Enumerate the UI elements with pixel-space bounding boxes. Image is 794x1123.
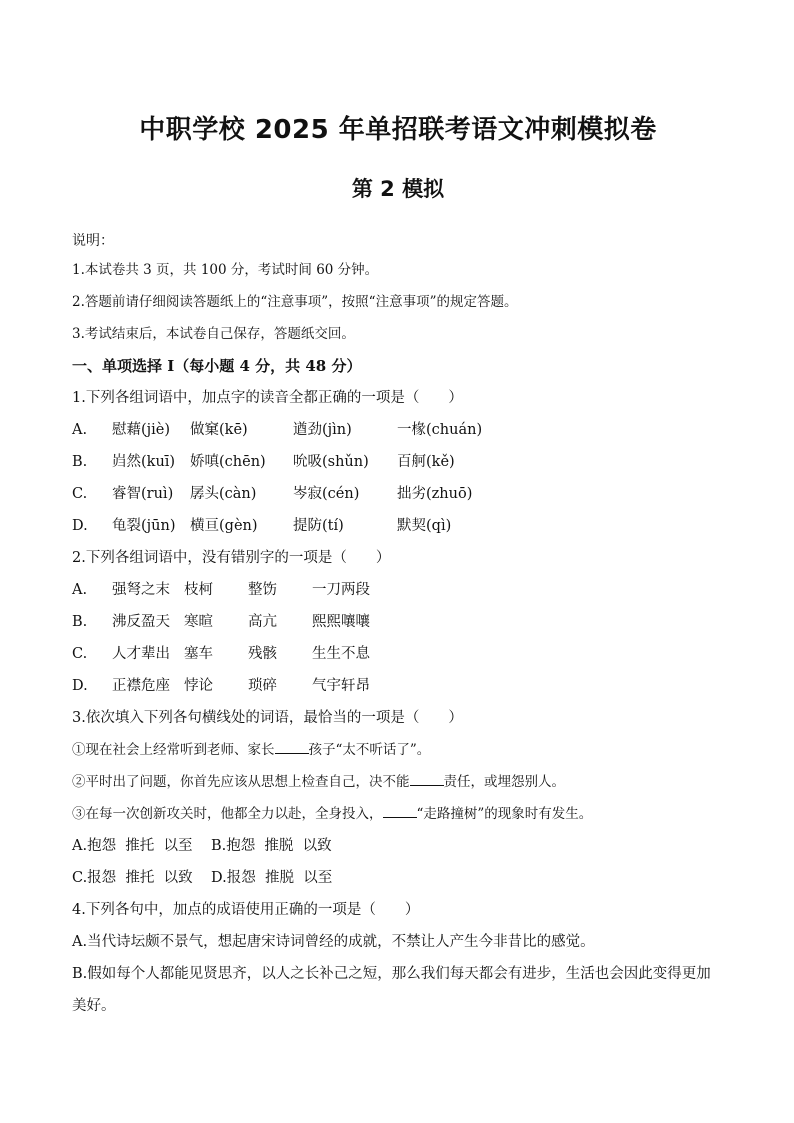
- question-1-stem: 1.下列各组词语中，加点字的读音全都正确的一项是（ ）: [72, 390, 463, 406]
- note-item: 2.答题前请仔细阅读答题纸上的“注意事项”，按照“注意事项”的规定答题。: [72, 294, 518, 310]
- sentence-text: 孩子“太不听话了”。: [308, 742, 431, 758]
- question-2-option-c: [72, 638, 724, 670]
- page-title: 中职学校 2025 年单招联考语文冲刺模拟卷: [139, 115, 657, 145]
- option-word: 岿然(kuī): [112, 454, 176, 470]
- question-1-option-d: [72, 510, 724, 542]
- question-2-option-a: [72, 574, 724, 606]
- option-word: 塞车: [184, 646, 213, 662]
- option-word: 沸反盈天: [112, 614, 170, 630]
- question-3-sentence-2: [72, 766, 724, 798]
- sentence-text: ③在每一次创新攻关时，他都全力以赴，全身投入，: [72, 806, 383, 822]
- option-word: 枝柯: [184, 582, 213, 598]
- option-word: 一刀两段: [312, 582, 370, 598]
- option-label: B.: [72, 454, 88, 470]
- option-word: 做窠(kē): [190, 422, 248, 438]
- option-label: D.: [72, 518, 88, 534]
- option-word: 娇嗔(chēn): [190, 454, 266, 470]
- question-2-option-b: [72, 606, 724, 638]
- page-subtitle: 第 2 模拟: [351, 177, 445, 201]
- option-word: 默契(qì): [397, 518, 452, 534]
- question-4-option-a: A.当代诗坛颇不景气，想起唐宋诗词曾经的成就，不禁让人产生今非昔比的感觉。: [72, 934, 595, 950]
- note-item: 3.考试结束后，本试卷自己保存，答题纸交回。: [72, 326, 355, 342]
- option-word: 百舸(kě): [397, 454, 455, 470]
- option-word: 横亘(gèn): [190, 518, 258, 534]
- option-word: 整饬: [248, 582, 277, 598]
- option-word: 慰藉(jiè): [112, 422, 171, 438]
- question-3-sentence-3: [72, 798, 724, 830]
- question-1-option-c: [72, 478, 724, 510]
- option-word: 孱头(càn): [190, 486, 257, 502]
- option-word: 提防(tí): [293, 518, 344, 534]
- option-word: 岑寂(cén): [293, 486, 360, 502]
- option-word: 吮吸(shǔn): [293, 454, 369, 470]
- option-label: C.: [72, 486, 88, 502]
- option-word: 人才辈出: [112, 646, 170, 662]
- option-word: 龟裂(jūn): [112, 518, 176, 534]
- option-label: A.: [72, 422, 88, 438]
- option-word: 琐碎: [248, 678, 277, 694]
- question-1-option-b: [72, 446, 724, 478]
- section-heading: 一、单项选择 I（每小题 4 分，共 48 分）: [72, 357, 362, 375]
- fill-blank: [410, 771, 444, 786]
- option-word: 生生不息: [312, 646, 370, 662]
- option-word: 睿智(ruì): [112, 486, 174, 502]
- question-4-stem: 4.下列各句中，加点的成语使用正确的一项是（ ）: [72, 902, 420, 918]
- sentence-text: ②平时出了问题，你首先应该从思想上检查自己，决不能: [72, 774, 410, 790]
- notes-heading: 说明：: [72, 233, 114, 249]
- sentence-text: “走路撞树”的现象时有发生。: [416, 806, 593, 822]
- fill-blank: [275, 739, 309, 754]
- option-word: 熙熙嚷嚷: [312, 614, 370, 630]
- question-3-options-ab: A.抱怨 推托 以至 B.抱怨 推脱 以致: [72, 838, 332, 854]
- option-word: 悖论: [184, 678, 213, 694]
- option-word: 正襟危座: [112, 678, 170, 694]
- option-label: C.: [72, 646, 88, 662]
- option-word: 气宇轩昂: [312, 678, 370, 694]
- question-3-stem: 3.依次填入下列各句横线处的词语，最恰当的一项是（ ）: [72, 710, 463, 726]
- option-label: B.: [72, 614, 88, 630]
- note-item: 1.本试卷共 3 页，共 100 分，考试时间 60 分钟。: [72, 262, 379, 278]
- sentence-text: 责任，或埋怨别人。: [443, 774, 565, 790]
- option-label: D.: [72, 678, 88, 694]
- option-word: 高亢: [248, 614, 277, 630]
- option-word: 拙劣(zhuō): [397, 486, 473, 502]
- question-4-option-b: B.假如每个人都能见贤思齐，以人之长补己之短，那么我们每天都会有进步，生活也会因此变得更加美好。: [72, 966, 711, 1014]
- option-word: 残骸: [248, 646, 277, 662]
- option-word: 一椽(chuán): [397, 422, 483, 438]
- option-label: A.: [72, 582, 88, 598]
- fill-blank: [383, 803, 417, 818]
- option-word: 寒暄: [184, 614, 213, 630]
- question-2-stem: 2.下列各组词语中，没有错别字的一项是（ ）: [72, 550, 391, 566]
- question-2-option-d: [72, 670, 724, 702]
- option-word: 强弩之末: [112, 582, 170, 598]
- question-3-options-cd: C.报怨 推托 以致 D.报怨 推脱 以至: [72, 870, 333, 886]
- option-word: 遒劲(jìn): [293, 422, 352, 438]
- question-1-option-a: [72, 414, 724, 446]
- sentence-text: ①现在社会上经常听到老师、家长: [72, 742, 275, 758]
- question-3-sentence-1: [72, 734, 724, 766]
